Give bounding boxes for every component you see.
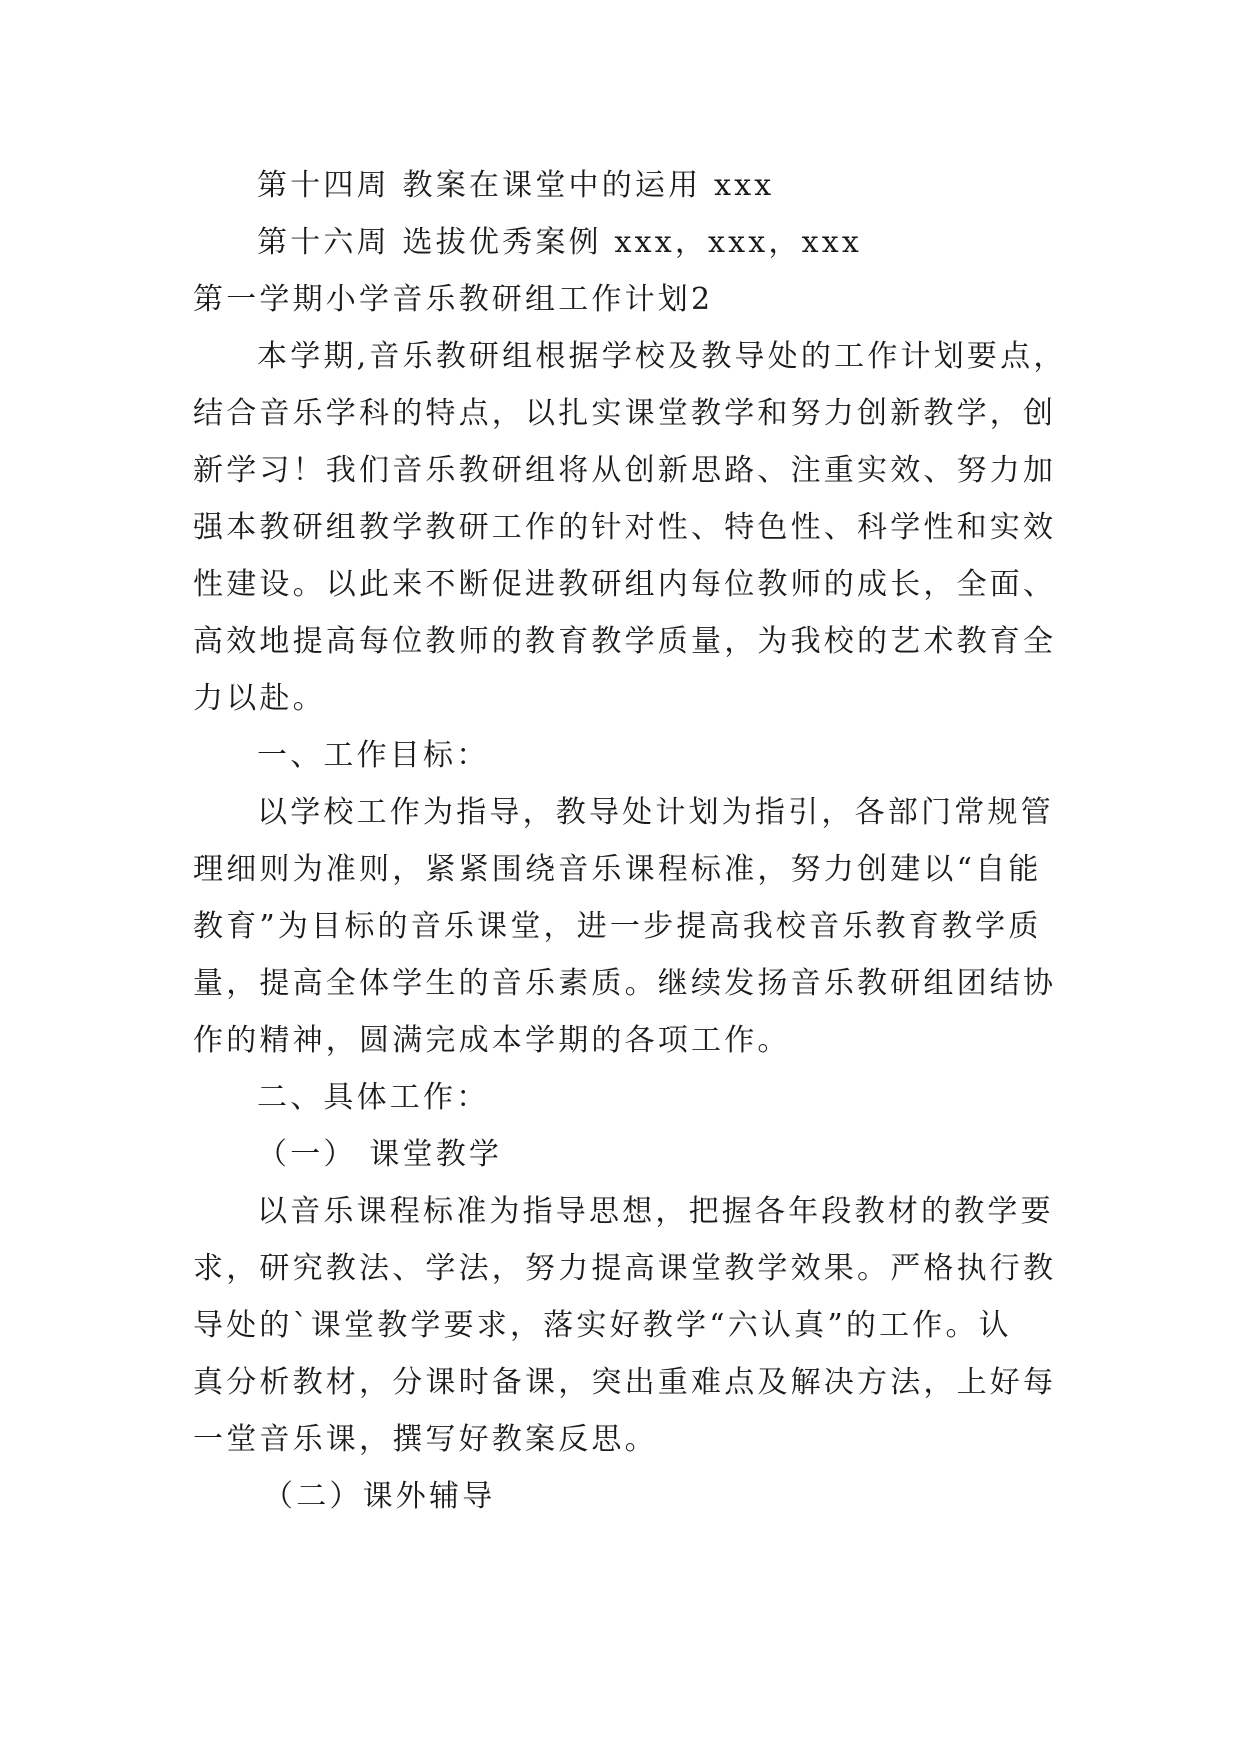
heading-goals: 一、工作目标： bbox=[257, 738, 490, 773]
paragraph-line: 新学习！我们音乐教研组将从创新思路、注重实效、努力加 bbox=[193, 453, 1057, 488]
subheading-classroom: （一） 课堂教学 bbox=[257, 1137, 503, 1172]
paragraph-line: 高效地提高每位教师的教育教学质量，为我校的艺术教育全 bbox=[193, 624, 1057, 659]
paragraph-line: 强本教研组教学教研工作的针对性、特色性、科学性和实效 bbox=[193, 510, 1057, 545]
paragraph-line: 以音乐课程标准为指导思想，把握各年段教材的教学要 bbox=[257, 1194, 1054, 1229]
paragraph-line: 真分析教材，分课时备课，突出重难点及解决方法，上好每 bbox=[193, 1365, 1057, 1400]
paragraph-line: 作的精神，圆满完成本学期的各项工作。 bbox=[193, 1023, 791, 1058]
paragraph-line: 力以赴。 bbox=[193, 681, 326, 716]
section-title: 第一学期小学音乐教研组工作计划2 bbox=[193, 282, 714, 317]
heading-tasks: 二、具体工作： bbox=[257, 1080, 490, 1115]
subheading-extracurricular: （二）课外辅导 bbox=[263, 1479, 496, 1514]
paragraph-line: 性建设。以此来不断促进教研组内每位教师的成长，全面、 bbox=[193, 567, 1057, 602]
paragraph-line: 理细则为准则，紧紧围绕音乐课程标准，努力创建以“自能 bbox=[193, 852, 1042, 887]
paragraph-line: 以学校工作为指导，教导处计划为指引，各部门常规管 bbox=[257, 795, 1054, 830]
schedule-week-14: 第十四周 教案在课堂中的运用 xxx bbox=[257, 168, 775, 203]
schedule-week-16: 第十六周 选拔优秀案例 xxx，xxx，xxx bbox=[257, 225, 862, 260]
paragraph-line: 结合音乐学科的特点，以扎实课堂教学和努力创新教学，创 bbox=[193, 396, 1057, 431]
paragraph-line: 本学期,音乐教研组根据学校及教导处的工作计划要点， bbox=[257, 339, 1067, 374]
paragraph-line: 教育”为目标的音乐课堂，进一步提高我校音乐教育教学质 bbox=[193, 909, 1042, 944]
paragraph-line: 一堂音乐课，撰写好教案反思。 bbox=[193, 1422, 658, 1457]
paragraph-line: 导处的`课堂教学要求，落实好教学“六认真”的工作。认 bbox=[193, 1308, 1012, 1343]
paragraph-line: 求，研究教法、学法，努力提高课堂教学效果。严格执行教 bbox=[193, 1251, 1057, 1286]
paragraph-line: 量，提高全体学生的音乐素质。继续发扬音乐教研组团结协 bbox=[193, 966, 1057, 1001]
